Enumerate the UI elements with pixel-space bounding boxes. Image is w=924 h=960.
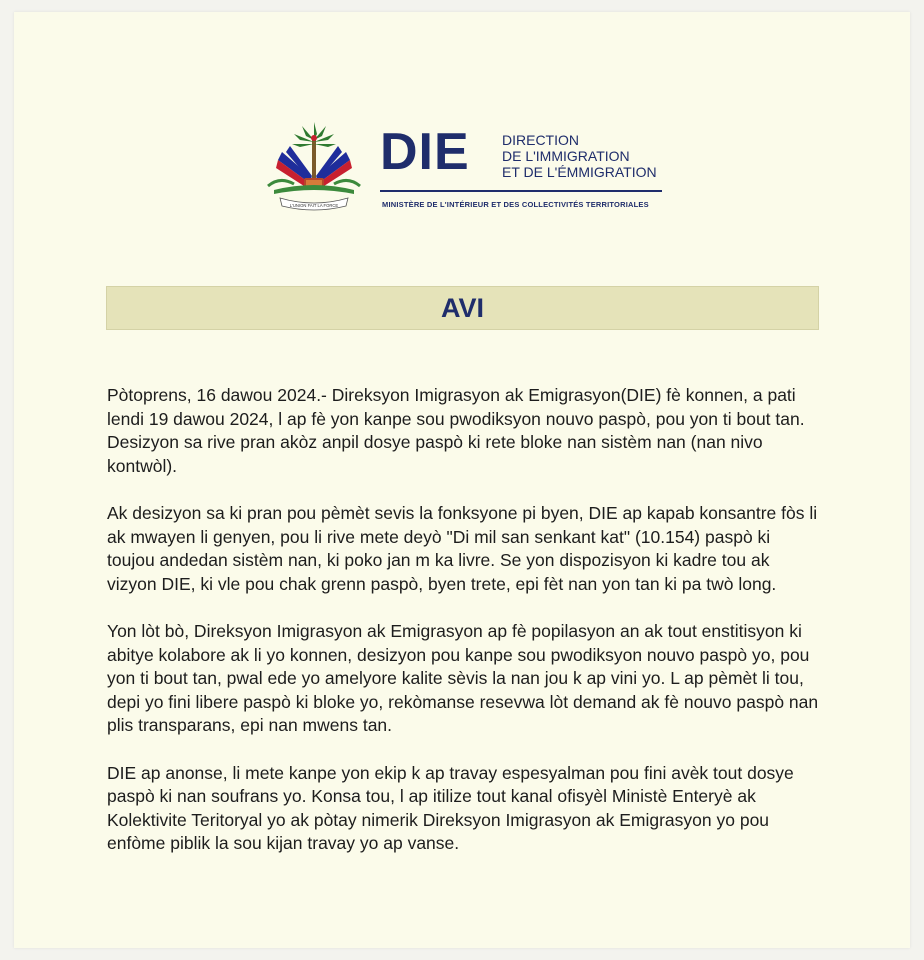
direction-line: ET DE L'ÉMMIGRATION — [502, 164, 657, 180]
die-logo: DIE — [380, 123, 470, 181]
svg-text:L'UNION FAIT LA FORCE: L'UNION FAIT LA FORCE — [289, 203, 339, 208]
notice-paragraph: Pòtoprens, 16 dawou 2024.- Direksyon Imigrasyon ak Emigrasyon(DIE) fè konnen, a pati lendi 19 dawou 2024, l ap fè yon kanpe sou pwodiksyon nouvo paspò, pou yon ti bout tan. Desizyon sa rive pran akòz anpil dosye paspò ki rete bloke nan sistèm nan (nan nivo kontwòl). — [107, 385, 805, 476]
direction-line: DIRECTION — [502, 132, 579, 148]
coat-of-arms-icon — [260, 120, 368, 216]
notice-paragraph: Ak desizyon sa ki pran pou pèmèt sevis la fonksyone pi byen, DIE ap kapab konsantre fòs li ak mwayen li genyen, pou li rive mete deyò "Di mil san senkant kat" (10.154) paspò ki toujou andedan sistèm nan, ki poko jan m ka livre. Se yon dispozisyon ki kadre tou ak vizyon DIE, ki vle pou chak grenn paspò, byen trete, epi fèt nan yon tan ki pa twò long. — [107, 503, 818, 594]
notice-paragraph: Yon lòt bò, Direksyon Imigrasyon ak Emigrasyon ap fè popilasyon an ak tout enstitisyon ki abitye kolabore ak li yo konnen, desizyon pou kanpe sou pwodiksyon nouvo paspò yo, pou yon ti bout tan, pwal ede yo amelyore kalite sèvis la nan jou k ap vini yo. L ap pèmèt li tou, depi yo fini libere paspò ki bloke yo, rekòmanse resevwa lòt demand ak fè nouvo paspò nan plis transparans, epi nan mwens tan. — [107, 621, 819, 735]
ministry-line: MINISTÈRE DE L'INTÉRIEUR ET DES COLLECTIVITÉS TERRITORIALES — [382, 200, 649, 209]
header-divider — [380, 190, 662, 192]
notice-title: AVI — [440, 292, 484, 323]
direction-line: DE L'IMMIGRATION — [502, 148, 630, 164]
direction-title — [502, 132, 657, 180]
notice-page — [14, 12, 910, 948]
notice-body — [107, 384, 819, 880]
notice-title-bar — [106, 286, 819, 330]
header — [260, 120, 680, 220]
notice-paragraph: DIE ap anonse, li mete kanpe yon ekip k ap travay espesyalman pou fini avèk tout dosye paspò ki nan soufrans yo. Konsa tou, l ap itilize tout kanal ofisyèl Ministè Enteryè ak Kolektivite Teritoryal yo ak pòtay nimerik Direksyon Imigrasyon ak Emigrasyon yo pou enfòme piblik la sou kijan travay yo ap vanse. — [107, 762, 794, 853]
